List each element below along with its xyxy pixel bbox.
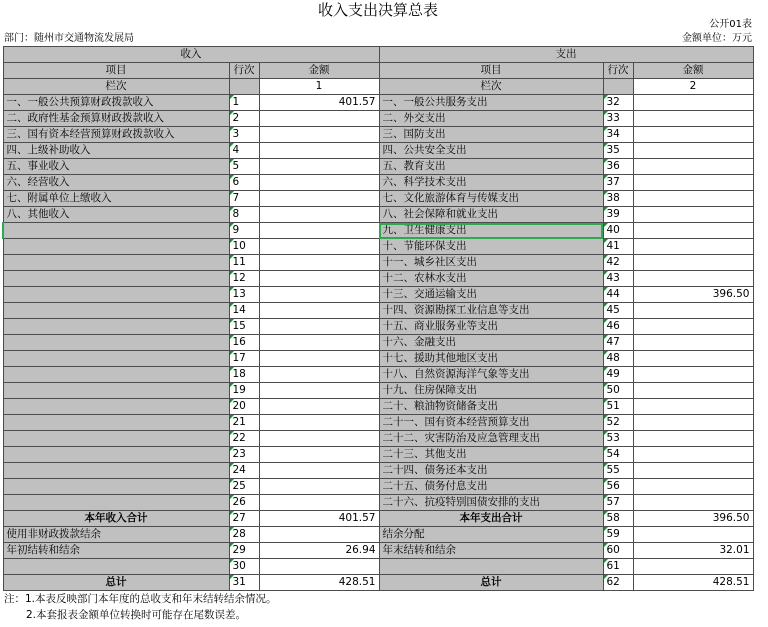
income-item-cell[interactable]: 使用非财政拨款结余: [3, 527, 229, 543]
expense-amount-cell[interactable]: [633, 303, 753, 319]
expense-col-blank[interactable]: [603, 79, 633, 95]
expense-grand-total-line[interactable]: 62: [603, 575, 633, 591]
expense-line-cell[interactable]: 53: [603, 431, 633, 447]
blank-select-row: [3, 223, 753, 239]
income-amount-cell[interactable]: [259, 383, 379, 399]
expense-line-cell[interactable]: 40: [603, 223, 633, 239]
table-row: [3, 559, 753, 575]
expense-item-cell[interactable]: 十五、商业服务业等支出: [379, 319, 603, 335]
expense-item-cell[interactable]: 九、卫生健康支出: [379, 223, 603, 239]
income-item-cell[interactable]: [3, 287, 229, 303]
income-item-cell[interactable]: 二、政府性基金预算财政拨款收入: [3, 111, 229, 127]
expense-amount-cell[interactable]: [633, 415, 753, 431]
income-item-cell[interactable]: [3, 495, 229, 511]
expense-amount-cell[interactable]: [633, 351, 753, 367]
income-line-cell[interactable]: 20: [229, 399, 259, 415]
table-row: [3, 335, 753, 351]
income-line-cell[interactable]: 21: [229, 415, 259, 431]
expense-line-cell[interactable]: 54: [603, 447, 633, 463]
table-row: [3, 543, 753, 559]
income-amount-cell[interactable]: [259, 431, 379, 447]
expense-item-cell[interactable]: 四、公共安全支出: [379, 143, 603, 159]
income-amount-cell[interactable]: [259, 335, 379, 351]
expense-item-cell[interactable]: 二十六、抗疫特别国债安排的支出: [379, 495, 603, 511]
budget-table: [2, 46, 754, 591]
expense-item-cell[interactable]: 五、教育支出: [379, 159, 603, 175]
income-line-cell[interactable]: 16: [229, 335, 259, 351]
income-item-cell[interactable]: [3, 399, 229, 415]
expense-grand-total-label[interactable]: 总计: [379, 575, 603, 591]
income-line-cell[interactable]: 25: [229, 479, 259, 495]
expense-item-cell[interactable]: 十二、农林水支出: [379, 271, 603, 287]
income-item-cell[interactable]: 七、附属单位上缴收入: [3, 191, 229, 207]
income-col-label[interactable]: 栏次: [3, 79, 229, 95]
expense-amount-cell[interactable]: [633, 431, 753, 447]
section-header-row: [3, 47, 753, 63]
expense-grand-total-amount[interactable]: 428.51: [633, 575, 753, 591]
expense-amount-cell[interactable]: [633, 95, 753, 111]
table-row: [3, 527, 753, 543]
expense-item-cell[interactable]: 一、一般公共服务支出: [379, 95, 603, 111]
expense-amount-cell[interactable]: [633, 111, 753, 127]
income-amount-cell[interactable]: [259, 143, 379, 159]
expense-amount-cell[interactable]: [633, 495, 753, 511]
expense-amount-cell[interactable]: 32.01: [633, 543, 753, 559]
expense-item-cell[interactable]: 十、节能环保支出: [379, 239, 603, 255]
table-row: [3, 95, 753, 111]
table-row: [3, 175, 753, 191]
income-item-cell[interactable]: [3, 255, 229, 271]
expense-amount-cell[interactable]: [633, 175, 753, 191]
note-1: 注：1.本表反映部门本年度的总收支和年末结转结余情况。: [4, 593, 277, 605]
income-line-cell[interactable]: 8: [229, 207, 259, 223]
income-item-cell[interactable]: [3, 271, 229, 287]
expense-amount-cell[interactable]: [633, 559, 753, 575]
income-item-cell[interactable]: [3, 223, 229, 239]
income-item-cell[interactable]: 五、事业收入: [3, 159, 229, 175]
income-amount-cell[interactable]: [259, 527, 379, 543]
expense-item-cell[interactable]: 三、国防支出: [379, 127, 603, 143]
expense-amount-cell[interactable]: [633, 479, 753, 495]
expense-line-cell[interactable]: 34: [603, 127, 633, 143]
income-line-cell[interactable]: 19: [229, 383, 259, 399]
income-item-cell[interactable]: [3, 479, 229, 495]
income-amount-cell[interactable]: [259, 463, 379, 479]
expense-total-amount[interactable]: 396.50: [633, 511, 753, 527]
expense-item-cell[interactable]: 十一、城乡社区支出: [379, 255, 603, 271]
income-line-header[interactable]: 行次: [229, 63, 259, 79]
expense-line-cell[interactable]: 36: [603, 159, 633, 175]
income-amount-cell[interactable]: [259, 367, 379, 383]
income-amount-cell[interactable]: [259, 207, 379, 223]
expense-amount-cell[interactable]: [633, 207, 753, 223]
income-total-row: [3, 511, 753, 527]
income-item-cell[interactable]: [3, 319, 229, 335]
table-row: [3, 111, 753, 127]
table-row: [3, 127, 753, 143]
table-row: [3, 399, 753, 415]
expense-line-cell[interactable]: 44: [603, 287, 633, 303]
expense-line-cell[interactable]: 59: [603, 527, 633, 543]
income-amount-cell[interactable]: 401.57: [259, 95, 379, 111]
income-line-cell[interactable]: 11: [229, 255, 259, 271]
income-item-cell[interactable]: [3, 239, 229, 255]
expense-item-cell[interactable]: 十八、自然资源海洋气象等支出: [379, 367, 603, 383]
table-row: [3, 143, 753, 159]
expense-item-cell[interactable]: [379, 559, 603, 575]
expense-item-cell[interactable]: 六、科学技术支出: [379, 175, 603, 191]
income-item-cell[interactable]: 年初结转和结余: [3, 543, 229, 559]
expense-amount-cell[interactable]: [633, 383, 753, 399]
income-amount-cell[interactable]: [259, 159, 379, 175]
table-row: [3, 239, 753, 255]
expense-line-cell[interactable]: 39: [603, 207, 633, 223]
income-amount-cell[interactable]: [259, 111, 379, 127]
income-line-cell[interactable]: 13: [229, 287, 259, 303]
income-amount-cell[interactable]: [259, 191, 379, 207]
income-amount-cell[interactable]: [259, 271, 379, 287]
notes: [4, 591, 277, 623]
expense-item-cell[interactable]: 十三、交通运输支出: [379, 287, 603, 303]
income-line-cell[interactable]: 28: [229, 527, 259, 543]
expense-line-cell[interactable]: 51: [603, 399, 633, 415]
expense-amount-cell[interactable]: [633, 271, 753, 287]
table-row: [3, 463, 753, 479]
income-amount-cell[interactable]: [259, 303, 379, 319]
table-row: [3, 207, 753, 223]
income-item-cell[interactable]: [3, 335, 229, 351]
income-item-cell[interactable]: [3, 559, 229, 575]
table-row: [3, 383, 753, 399]
income-total-amount[interactable]: 401.57: [259, 511, 379, 527]
table-row: [3, 287, 753, 303]
note-2: 2.本套报表金额单位转换时可能存在尾数误差。: [26, 609, 247, 621]
department-label: 部门：随州市交通物流发展局: [4, 33, 134, 44]
page-title: 收入支出决算总表: [317, 1, 438, 19]
expense-amount-cell[interactable]: [633, 223, 753, 239]
income-item-cell[interactable]: [3, 351, 229, 367]
expense-amount-cell[interactable]: [633, 127, 753, 143]
expense-amount-cell[interactable]: [633, 255, 753, 271]
expense-amount-cell[interactable]: 396.50: [633, 287, 753, 303]
income-line-cell[interactable]: 10: [229, 239, 259, 255]
form-code: 公开01表: [709, 19, 752, 30]
expense-line-cell[interactable]: 42: [603, 255, 633, 271]
table-row: [3, 271, 753, 287]
income-item-cell[interactable]: 三、国有资本经营预算财政拨款收入: [3, 127, 229, 143]
expense-line-cell[interactable]: 57: [603, 495, 633, 511]
expense-item-cell[interactable]: 二十三、其他支出: [379, 447, 603, 463]
expense-item-cell[interactable]: 二十二、灾害防治及应急管理支出: [379, 431, 603, 447]
income-amount-cell[interactable]: [259, 223, 379, 239]
income-line-cell[interactable]: 23: [229, 447, 259, 463]
income-line-cell[interactable]: 7: [229, 191, 259, 207]
income-item-header[interactable]: 项目: [3, 63, 229, 79]
grand-total-row: [3, 575, 753, 591]
expense-item-cell[interactable]: 十六、金融支出: [379, 335, 603, 351]
expense-header[interactable]: 支出: [379, 47, 753, 63]
expense-amount-cell[interactable]: [633, 143, 753, 159]
expense-line-cell[interactable]: 41: [603, 239, 633, 255]
expense-total-line[interactable]: 58: [603, 511, 633, 527]
income-amount-cell[interactable]: [259, 127, 379, 143]
income-line-cell[interactable]: 24: [229, 463, 259, 479]
expense-item-cell[interactable]: 二十五、债务付息支出: [379, 479, 603, 495]
income-item-cell[interactable]: 六、经营收入: [3, 175, 229, 191]
expense-amount-cell[interactable]: [633, 159, 753, 175]
income-total-label[interactable]: 本年收入合计: [3, 511, 229, 527]
income-amount-cell[interactable]: [259, 255, 379, 271]
table-row: [3, 495, 753, 511]
expense-amount-cell[interactable]: [633, 527, 753, 543]
expense-line-cell[interactable]: 55: [603, 463, 633, 479]
income-item-cell[interactable]: [3, 447, 229, 463]
expense-line-cell[interactable]: 33: [603, 111, 633, 127]
income-col-blank[interactable]: [229, 79, 259, 95]
income-amount-cell[interactable]: [259, 415, 379, 431]
income-line-cell[interactable]: 22: [229, 431, 259, 447]
table-row: [3, 319, 753, 335]
table-row: [3, 351, 753, 367]
income-item-cell[interactable]: [3, 415, 229, 431]
expense-line-cell[interactable]: 48: [603, 351, 633, 367]
expense-line-cell[interactable]: 35: [603, 143, 633, 159]
expense-item-header[interactable]: 项目: [379, 63, 603, 79]
expense-line-header[interactable]: 行次: [603, 63, 633, 79]
column-number-row: [3, 79, 753, 95]
expense-line-cell[interactable]: 38: [603, 191, 633, 207]
expense-line-cell[interactable]: 50: [603, 383, 633, 399]
income-amount-cell[interactable]: [259, 239, 379, 255]
expense-amount-cell[interactable]: [633, 319, 753, 335]
income-amount-cell[interactable]: [259, 319, 379, 335]
expense-amount-cell[interactable]: [633, 447, 753, 463]
expense-line-cell[interactable]: 47: [603, 335, 633, 351]
expense-item-cell[interactable]: 八、社会保障和就业支出: [379, 207, 603, 223]
income-grand-total-amount[interactable]: 428.51: [259, 575, 379, 591]
income-line-cell[interactable]: 4: [229, 143, 259, 159]
income-amount-header[interactable]: 金额: [259, 63, 379, 79]
expense-item-cell[interactable]: 十九、住房保障支出: [379, 383, 603, 399]
income-col-number[interactable]: 1: [259, 79, 379, 95]
expense-item-cell[interactable]: 结余分配: [379, 527, 603, 543]
expense-item-cell[interactable]: 二十、粮油物资储备支出: [379, 399, 603, 415]
income-amount-cell[interactable]: [259, 175, 379, 191]
income-item-cell[interactable]: [3, 303, 229, 319]
income-item-cell[interactable]: [3, 463, 229, 479]
table-row: [3, 255, 753, 271]
income-line-cell[interactable]: 1: [229, 95, 259, 111]
income-line-cell[interactable]: 15: [229, 319, 259, 335]
expense-amount-cell[interactable]: [633, 191, 753, 207]
table-row: [3, 479, 753, 495]
income-line-cell[interactable]: 26: [229, 495, 259, 511]
expense-line-cell[interactable]: 32: [603, 95, 633, 111]
income-amount-cell[interactable]: [259, 351, 379, 367]
expense-amount-cell[interactable]: [633, 335, 753, 351]
expense-line-cell[interactable]: 56: [603, 479, 633, 495]
income-line-cell[interactable]: 14: [229, 303, 259, 319]
income-amount-cell[interactable]: [259, 479, 379, 495]
income-line-cell[interactable]: 17: [229, 351, 259, 367]
income-grand-total-label[interactable]: 总计: [3, 575, 229, 591]
income-header[interactable]: 收入: [3, 47, 379, 63]
income-line-cell[interactable]: 9: [229, 223, 259, 239]
expense-line-cell[interactable]: 52: [603, 415, 633, 431]
income-item-cell[interactable]: 四、上级补助收入: [3, 143, 229, 159]
expense-amount-header[interactable]: 金额: [633, 63, 753, 79]
income-amount-cell[interactable]: 26.94: [259, 543, 379, 559]
expense-line-cell[interactable]: 49: [603, 367, 633, 383]
income-item-cell[interactable]: [3, 431, 229, 447]
income-line-cell[interactable]: 18: [229, 367, 259, 383]
income-line-cell[interactable]: 2: [229, 111, 259, 127]
expense-line-cell[interactable]: 60: [603, 543, 633, 559]
expense-line-cell[interactable]: 37: [603, 175, 633, 191]
table-row: [3, 367, 753, 383]
unit-label: 金额单位：万元: [682, 33, 752, 44]
table-row: [3, 191, 753, 207]
column-header-row: [3, 63, 753, 79]
income-grand-total-line[interactable]: 31: [229, 575, 259, 591]
income-item-cell[interactable]: [3, 367, 229, 383]
expense-item-cell[interactable]: 二、外交支出: [379, 111, 603, 127]
expense-line-cell[interactable]: 46: [603, 319, 633, 335]
expense-line-cell[interactable]: 61: [603, 559, 633, 575]
income-line-cell[interactable]: 6: [229, 175, 259, 191]
income-line-cell[interactable]: 30: [229, 559, 259, 575]
expense-line-cell[interactable]: 43: [603, 271, 633, 287]
income-item-cell[interactable]: 八、其他收入: [3, 207, 229, 223]
expense-amount-cell[interactable]: [633, 367, 753, 383]
income-line-cell[interactable]: 5: [229, 159, 259, 175]
income-amount-cell[interactable]: [259, 399, 379, 415]
expense-col-number[interactable]: 2: [633, 79, 753, 95]
expense-item-cell[interactable]: 七、文化旅游体育与传媒支出: [379, 191, 603, 207]
table-row: [3, 303, 753, 319]
income-amount-cell[interactable]: [259, 447, 379, 463]
income-line-cell[interactable]: 29: [229, 543, 259, 559]
table-row: [3, 447, 753, 463]
income-item-cell[interactable]: 一、一般公共预算财政拨款收入: [3, 95, 229, 111]
expense-col-label[interactable]: 栏次: [379, 79, 603, 95]
income-amount-cell[interactable]: [259, 495, 379, 511]
expense-item-cell[interactable]: 年末结转和结余: [379, 543, 603, 559]
income-amount-cell[interactable]: [259, 287, 379, 303]
income-line-cell[interactable]: 12: [229, 271, 259, 287]
expense-item-cell[interactable]: 十四、资源勘探工业信息等支出: [379, 303, 603, 319]
expense-amount-cell[interactable]: [633, 399, 753, 415]
income-total-line[interactable]: 27: [229, 511, 259, 527]
table-row: [3, 431, 753, 447]
income-item-cell[interactable]: [3, 383, 229, 399]
expense-amount-cell[interactable]: [633, 463, 753, 479]
expense-item-cell[interactable]: 十七、援助其他地区支出: [379, 351, 603, 367]
table-row: [3, 415, 753, 431]
expense-total-label[interactable]: 本年支出合计: [379, 511, 603, 527]
expense-line-cell[interactable]: 45: [603, 303, 633, 319]
income-line-cell[interactable]: 3: [229, 127, 259, 143]
income-amount-cell[interactable]: [259, 559, 379, 575]
expense-item-cell[interactable]: 二十四、债务还本支出: [379, 463, 603, 479]
table-row: [3, 159, 753, 175]
expense-item-cell[interactable]: 二十一、国有资本经营预算支出: [379, 415, 603, 431]
expense-amount-cell[interactable]: [633, 239, 753, 255]
